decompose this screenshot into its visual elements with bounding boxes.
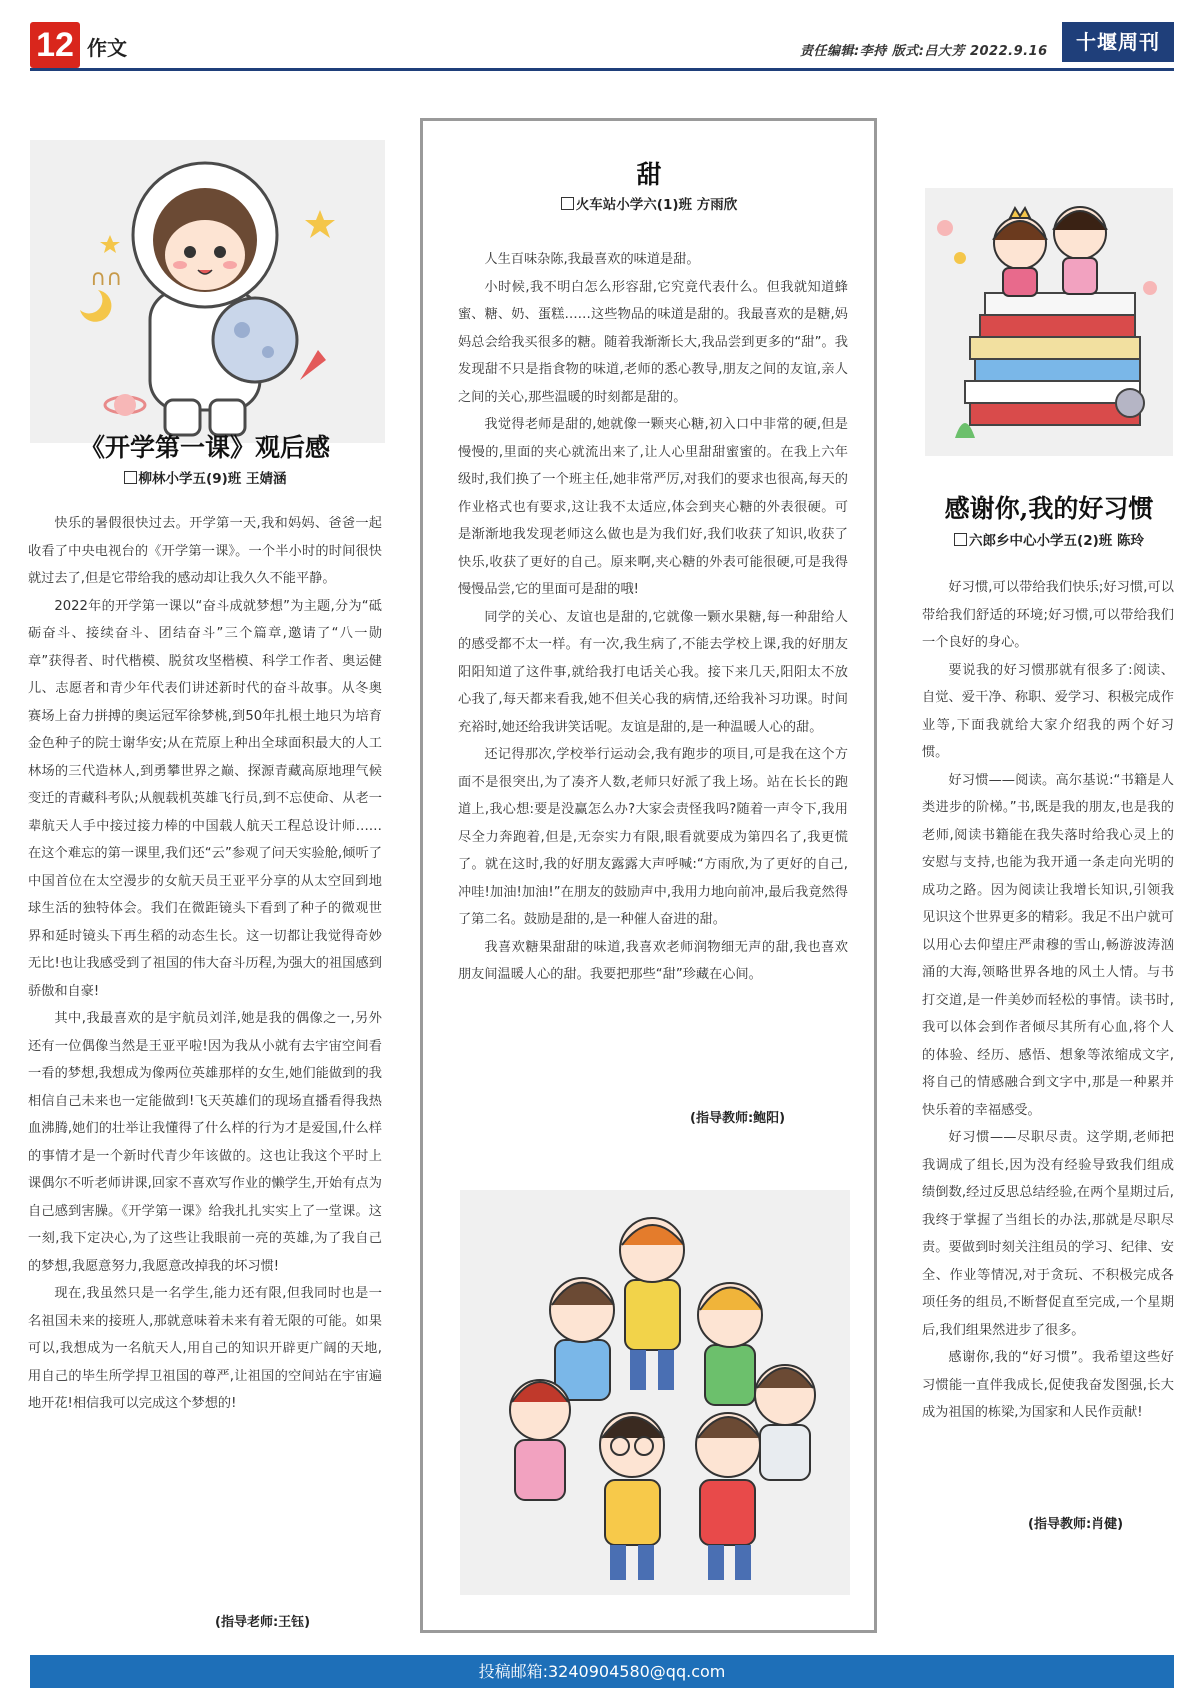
paragraph: 我喜欢糖果甜甜的味道,我喜欢老师润物细无声的甜,我也喜欢朋友间温暖人心的甜。我要把那些“甜”珍藏在心间。 [458,939,848,982]
submission-email-bar: 投稿邮箱:3240904580@qq.com [30,1655,1174,1688]
paragraph: 2022年的开学第一课以“奋斗成就梦想”为主题,分为“砥砺奋斗、接续奋斗、团结奋斗”三个篇章,邀请了“八一勋章”获得者、时代楷模、脱贫攻坚楷模、科学工作者、奥运健儿、志愿者和青少年代表们讲述新时代的奋斗故事。从冬奥赛场上奋力拼搏的奥运冠军徐梦桃,到50年扎根土地只为培育金色种子的院士谢华安;从在荒原上种出全球面积最大的人工林场的三代造林人,到勇攀世界之巅、探源青藏高原地理气候变迁的青藏科考队;从舰载机英雄飞行员,到不忘使命、从老一辈航天人手中接过接力棒的中国载人航天工程总设计师……在这个难忘的第一课里,我们还“云”参观了问天实验舱,倾听了中国首位在太空漫步的女航天员王亚平分享的从太空回到地球生活的独特体会。我们在微距镜头下看到了种子的微观世界和延时镜头下再生稻的动态生长。这一切都让我觉得奇妙无比!也让我感受到了祖国的伟大奋斗历程,为强大的祖国感到骄傲和自豪! [28,598,382,999]
byline-box-icon [124,471,137,484]
masthead-logo: 十堰周刊 [1062,22,1174,62]
article-title: 《开学第一课》观后感 [79,433,330,462]
byline-text: 火车站小学六(1)班 方雨欣 [575,197,738,213]
article-title: 感谢你,我的好习惯 [944,494,1154,523]
astronaut-illustration [30,140,385,443]
paragraph: 快乐的暑假很快过去。开学第一天,我和妈妈、爸爸一起收看了中央电视台的《开学第一课》。一个半小时的时间很快就过去了,但是它带给我的感动却让我久久不能平静。 [28,516,382,586]
paragraph: 我觉得老师是甜的,她就像一颗夹心糖,初入口中非常的硬,但是慢慢的,里面的夹心就流出来了,让人心里甜甜蜜蜜的。在我上六年级时,我们换了一个班主任,她非常严厉,对我们的要求也很高,每天的作业格式也有要求,这让我不太适应,体会到夹心糖的外表很硬。可是渐渐地我发现老师这么做也是为我们好,我们收获了知识,收获了快乐,收获了更好的自己。原来啊,夹心糖的外表可能很硬,可是我得慢慢品尝,它的里面可是甜的哦! [458,417,848,597]
paragraph: 同学的关心、友谊也是甜的,它就像一颗水果糖,每一种甜给人的感受都不太一样。有一次,我生病了,不能去学校上课,我的好朋友阳阳知道了这件事,就给我打电话关心我。接下来几天,阳阳太不放心我了,每天都来看我,她不但关心我的病情,还给我补习功课。时间充裕时,她还给我讲笑话呢。友谊是甜的,是一种温暖人心的甜。 [458,609,848,735]
svg-text:∩∩: ∩∩ [90,266,123,291]
byline-box-icon [561,197,574,210]
teacher-credit: (指导教师:肖健) [1028,1517,1124,1532]
children-group-illustration [460,1190,850,1595]
paragraph: 小时候,我不明白怎么形容甜,它究竟代表什么。但我就知道蜂蜜、糖、奶、蛋糕……这些物品的味道是甜的。我最喜欢的是糖,妈妈总会给我买很多的糖。随着我渐渐长大,我品尝到更多的“甜”。我发现甜不只是指食物的味道,老师的悉心教导,朋友之间的友谊,亲人之间的关心,那些温暖的时刻都是甜的。 [458,279,848,405]
page-number: 12 [30,22,80,68]
paragraph: 其中,我最喜欢的是宇航员刘洋,她是我的偶像之一,另外还有一位偶像当然是王亚平啦!因为我从小就有去宇宙空间看一看的梦想,我想成为像两位英雄那样的女生,她们能做到的我相信自己未来也一定能做到!飞天英雄们的现场直播看得我热血沸腾,她们的壮举让我懂得了什么样的行为才是爱国,什么样的事情才是一个新时代青少年该做的。这也让我这个平时上课偶尔不听老师讲课,回家不喜欢写作业的懒学生,开始有点为自己感到害臊。《开学第一课》给我扎扎实实上了一堂课。这一刻,我下定决心,为了这些让我眼前一亮的英雄,为了我自己的梦想,我愿意努力,我愿意改掉我的坏习惯! [28,1011,382,1274]
paragraph: 还记得那次,学校举行运动会,我有跑步的项目,可是我在这个方面不是很突出,为了凑齐人数,老师只好派了我上场。站在长长的跑道上,我心想:要是没赢怎么办?大家会责怪我吗?随着一声令下,我用尽全力奔跑着,但是,无奈实力有限,眼看就要成为第四名了,我更慌了。就在这时,我的好朋友露露大声呼喊:“方雨欣,为了更好的自己,冲哇!加油!加油!”在朋友的鼓励声中,我用力地向前冲,最后我竟然得了第二名。鼓励是甜的,是一种催人奋进的甜。 [458,747,848,927]
article-byline [440,196,858,214]
paragraph: 好习惯——阅读。高尔基说:“书籍是人类进步的阶梯。”书,既是我的朋友,也是我的老师,阅读书籍能在我失落时给我心灵上的安慰与支持,也能为我开通一条走向光明的成功之路。因为阅读让我增长知识,引领我见识这个世界更多的精彩。我足不出户就可以用心去仰望庄严肃穆的雪山,畅游波涛汹涌的大海,领略世界各地的风土人情。与书打交道,是一件美妙而轻松的事情。读书时,我可以体会到作者倾尽其所有心血,将个人的体验、经历、感悟、想象等浓缩成文字,将自己的情感融合到文字中,那是一种累并快乐着的幸福感受。 [922,772,1174,1118]
article-body [28,510,382,1418]
header-rule [30,68,1174,71]
editor-credits: 责任编辑:李持 版式:吕大芳 2022.9.16 [800,44,1048,59]
kids-on-books-illustration [925,188,1173,456]
byline-box-icon [954,533,967,546]
paragraph: 人生百味杂陈,我最喜欢的味道是甜。 [484,252,700,267]
byline-text: 柳林小学五(9)班 王婧涵 [138,471,287,487]
article-byline [918,532,1180,550]
paragraph: 感谢你,我的“好习惯”。我希望这些好习惯能一直伴我成长,促使我奋发图强,长大成为祖国的栋梁,为国家和人民作贡献! [922,1350,1174,1420]
article-body [922,574,1174,1427]
section-title: 作文 [87,36,127,60]
teacher-credit: (指导教师:鲍阳) [690,1111,786,1126]
article-body [458,246,848,989]
paragraph: 要说我的好习惯那就有很多了:阅读、自觉、爱干净、称职、爱学习、积极完成作业等,下面我就给大家介绍我的两个好习惯。 [922,662,1174,760]
paragraph: 现在,我虽然只是一名学生,能力还有限,但我同时也是一名祖国未来的接班人,那就意味着未来有着无限的可能。如果可以,我想成为一名航天人,用自己的知识开辟更广阔的天地,用自己的毕生所学捍卫祖国的尊严,让祖国的空间站在宇宙遍地开花!相信我可以完成这个梦想的! [28,1286,382,1411]
article-title: 甜 [636,160,662,189]
paragraph: 好习惯——尽职尽责。这学期,老师把我调成了组长,因为没有经验导致我们组成绩倒数,经过反思总结经验,在两个星期过后,我终于掌握了当组长的办法,那就是尽职尽责。要做到时刻关注组员的学习、纪律、安全、作业等情况,对于贪玩、不积极完成各项任务的组员,不断督促直至完成,一个星期后,我们组果然进步了很多。 [922,1130,1174,1338]
teacher-credit: (指导老师:王钰) [215,1615,311,1630]
paragraph: 好习惯,可以带给我们快乐;好习惯,可以带给我们舒适的环境;好习惯,可以带给我们一个良好的身心。 [922,580,1174,650]
article-byline [40,470,370,488]
byline-text: 六郎乡中心小学五(2)班 陈玲 [969,533,1144,549]
